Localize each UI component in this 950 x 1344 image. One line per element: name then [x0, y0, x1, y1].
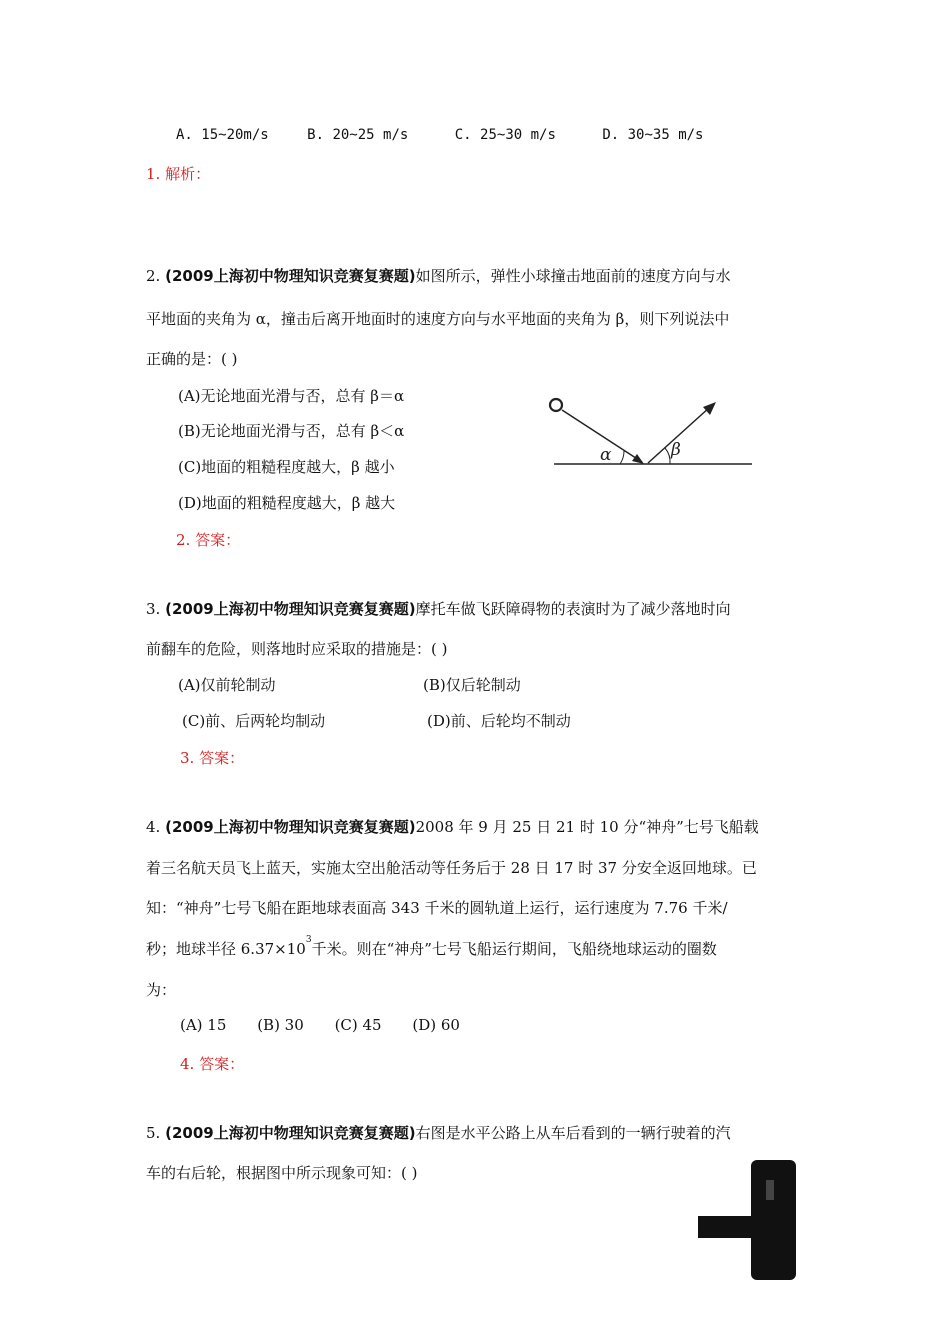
q1-option-b: B. 20~25 m/s — [307, 127, 409, 143]
axle-shape — [698, 1216, 758, 1238]
q4-source: (2009上海初中物理知识竞赛复赛题) — [165, 818, 416, 836]
alpha-arc — [620, 451, 624, 464]
q2-source: (2009上海初中物理知识竞赛复赛题) — [165, 267, 416, 285]
q3-option-c: (C)前、后两轮均制动 — [182, 712, 326, 730]
q4-line1 — [146, 816, 759, 837]
beta-arc — [665, 448, 670, 464]
q4-answer-label: 4. 答案： — [180, 1055, 245, 1073]
q4-text-5: 为： — [146, 981, 177, 999]
incoming-arrowhead — [632, 454, 644, 464]
q1-option-c: C. 25~30 m/s — [454, 127, 556, 143]
q4-exponent: 3 — [305, 935, 312, 945]
q3-option-a: (A)仅前轮制动 — [178, 676, 276, 694]
q4-options — [180, 1016, 460, 1034]
q4-option-b: (B) 30 — [257, 1016, 304, 1034]
q2-bounce-diagram — [540, 385, 760, 485]
q5-text-1: 右图是水平公路上从车后看到的一辆行驶着的汽 — [415, 1124, 731, 1142]
q3-source: (2009上海初中物理知识竞赛复赛题) — [165, 600, 416, 618]
tire-highlight — [766, 1180, 774, 1200]
q2-text-1: 如图所示，弹性小球撞击地面前的速度方向与水 — [415, 267, 731, 285]
q3-text-2: 前翻车的危险，则落地时应采取的措施是：( ) — [146, 640, 448, 658]
q3-answer-label: 3. 答案： — [180, 749, 245, 767]
q2-option-a: (A)无论地面光滑与否，总有 β＝α — [178, 387, 405, 405]
q3-number: 3. — [146, 600, 161, 618]
q1-analysis-label: 1. 解析： — [146, 165, 211, 183]
q4-option-d: (D) 60 — [412, 1016, 460, 1034]
q3-line1 — [146, 598, 731, 619]
alpha-label: α — [600, 445, 612, 465]
q1-options — [176, 127, 704, 143]
q2-text-2: 平地面的夹角为 α，撞击后离开地面时的速度方向与水平地面的夹角为 β，则下列说法中 — [146, 310, 730, 328]
q4-text-3: 知：“神舟”七号飞船在距地球表面高 343 千米的圆轨道上运行，运行速度为 7.76 千米/ — [146, 899, 728, 917]
q4-text-2: 着三名航天员飞上蓝天，实施太空出舱活动等任务后于 28 日 17 时 37 分安全返回地球。已 — [146, 859, 757, 877]
beta-label: β — [671, 440, 681, 460]
q2-option-c: (C)地面的粗糙程度越大，β 越小 — [178, 458, 395, 476]
q1-option-a: A. 15~20m/s — [176, 127, 269, 143]
q2-text-3: 正确的是：( ) — [146, 350, 238, 368]
q3-option-b: (B)仅后轮制动 — [423, 676, 521, 694]
q5-source: (2009上海初中物理知识竞赛复赛题) — [165, 1124, 416, 1142]
q4-text-4a: 秒；地球半径 6.37×10 — [146, 940, 306, 958]
q1-option-d: D. 30~35 m/s — [602, 127, 704, 143]
q5-line1 — [146, 1122, 731, 1143]
q4-option-c: (C) 45 — [334, 1016, 382, 1034]
q2-number: 2. — [146, 267, 161, 285]
q2-option-b: (B)无论地面光滑与否，总有 β＜α — [178, 422, 405, 440]
q5-text-2: 车的右后轮，根据图中所示现象可知：( ) — [146, 1164, 418, 1182]
q2-line1 — [146, 265, 731, 286]
ball-icon — [550, 399, 562, 411]
q4-text-4b: 千米。则在“神舟”七号飞船运行期间，飞船绕地球运动的圈数 — [311, 940, 717, 958]
q5-wheel-diagram — [696, 1160, 806, 1284]
q4-option-a: (A) 15 — [180, 1016, 227, 1034]
q4-text-1: 2008 年 9 月 25 日 21 时 10 分“神舟”七号飞船载 — [415, 818, 759, 836]
q3-text-1: 摩托车做飞跃障碍物的表演时为了减少落地时向 — [415, 600, 731, 618]
q2-option-d: (D)地面的粗糙程度越大，β 越大 — [178, 494, 396, 512]
q4-number: 4. — [146, 818, 161, 836]
outgoing-arrowhead — [703, 402, 716, 415]
q4-line4 — [146, 935, 717, 959]
q3-option-d: (D)前、后轮均不制动 — [427, 712, 571, 730]
q2-answer-label: 2. 答案： — [176, 531, 241, 549]
q5-number: 5. — [146, 1124, 161, 1142]
